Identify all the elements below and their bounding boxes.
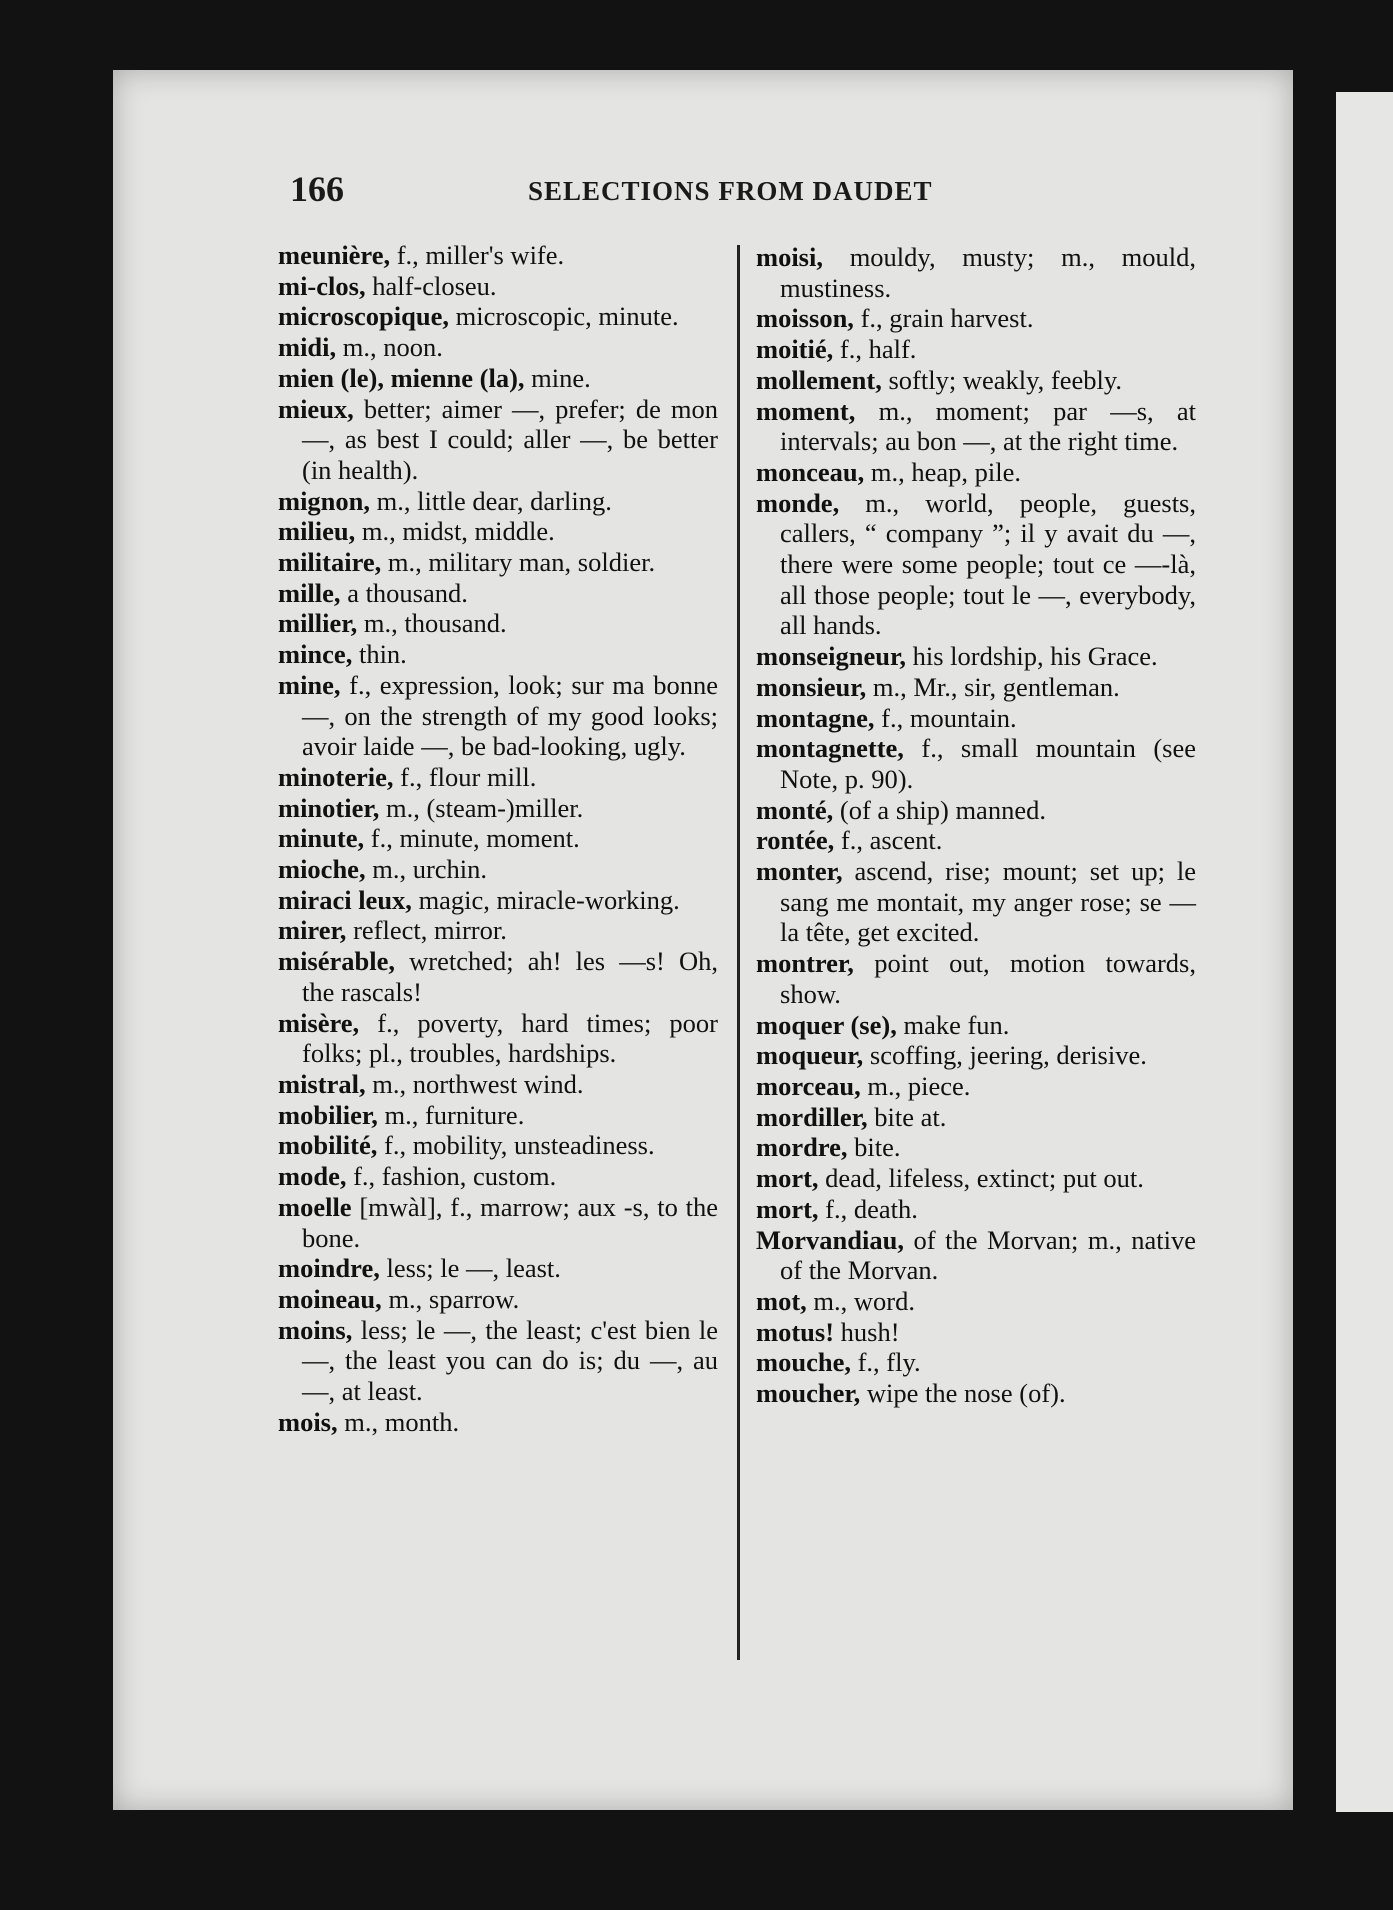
facing-page-edge — [1336, 92, 1393, 1812]
entry-definition: f., minute, moment. — [364, 823, 580, 854]
entry-definition: f., mountain. — [874, 702, 1017, 733]
entry-headword: mode, — [278, 1161, 347, 1192]
dictionary-entry — [278, 670, 718, 762]
dictionary-entry — [278, 363, 718, 394]
entry-definition: f., mobility, unsteadiness. — [377, 1130, 655, 1161]
entry-definition: wretched; ah! les —s! Oh, the rascals! — [302, 946, 718, 1007]
dictionary-entry — [278, 486, 718, 517]
dictionary-entry — [278, 332, 718, 363]
dictionary-entry — [278, 1161, 718, 1192]
entry-headword: monter, — [756, 856, 843, 887]
entry-headword: minute, — [278, 823, 365, 854]
entry-definition: m., furniture. — [377, 1099, 525, 1130]
entry-definition: a thousand. — [340, 577, 468, 608]
right-column — [756, 242, 1196, 1409]
dictionary-entry — [278, 578, 718, 609]
dictionary-entry — [278, 823, 718, 854]
dictionary-entry — [756, 1010, 1196, 1041]
entry-headword: montagnette, — [756, 733, 904, 764]
entry-definition: m., noon. — [336, 332, 443, 363]
entry-headword: misère, — [278, 1007, 360, 1038]
entry-headword: morceau, — [756, 1070, 861, 1101]
entry-headword: minotier, — [278, 792, 380, 823]
entry-headword: midi, — [278, 332, 337, 363]
entry-headword: monseigneur, — [756, 641, 906, 672]
dictionary-entry — [756, 672, 1196, 703]
dictionary-entry — [756, 948, 1196, 1009]
entry-definition: scoffing, jeering, derisive. — [863, 1040, 1147, 1071]
entry-headword: Morvandiau, — [756, 1224, 904, 1255]
entry-headword: mien (le), mienne (la), — [278, 362, 525, 393]
entry-headword: monceau, — [756, 456, 865, 487]
entry-definition: m., northwest wind. — [365, 1068, 584, 1099]
dictionary-entry — [756, 1163, 1196, 1194]
entry-definition: f., poverty, hard times; poor folks; pl., troubles, hardships. — [302, 1007, 718, 1069]
entry-headword: mordiller, — [756, 1101, 868, 1132]
dictionary-entry — [756, 242, 1196, 303]
entry-definition: dead, lifeless, extinct; put out. — [818, 1163, 1144, 1194]
entry-definition: m., (steam-)miller. — [379, 792, 584, 823]
page-header — [290, 168, 1030, 218]
entry-headword: moment, — [756, 395, 856, 426]
dictionary-entry — [756, 825, 1196, 856]
entry-definition: point out, motion towards, show. — [780, 948, 1196, 1009]
dictionary-entry — [278, 1130, 718, 1161]
entry-definition: of the Morvan; m., native of the Morvan. — [780, 1224, 1196, 1286]
entry-headword: moquer (se), — [756, 1009, 897, 1040]
dictionary-entry — [278, 1284, 718, 1315]
entry-headword: moqueur, — [756, 1040, 864, 1071]
entry-definition: bite. — [847, 1132, 901, 1163]
dictionary-entry — [278, 1008, 718, 1069]
entry-definition: m., sparrow. — [381, 1283, 520, 1314]
entry-headword: microscopique, — [278, 301, 450, 332]
dictionary-entry — [756, 1347, 1196, 1378]
entry-headword: mort, — [756, 1163, 819, 1194]
entry-headword: monté, — [756, 794, 834, 825]
dictionary-entry — [756, 1040, 1196, 1071]
dictionary-entry — [756, 1317, 1196, 1348]
dictionary-entry — [756, 1071, 1196, 1102]
entry-headword: moins, — [278, 1314, 353, 1345]
entry-headword: mort, — [756, 1193, 819, 1224]
dictionary-entry — [756, 303, 1196, 334]
entry-definition: m., piece. — [860, 1070, 971, 1101]
entry-definition: wipe the nose (of). — [860, 1378, 1066, 1409]
entry-definition: less; le —, the least; c'est bien le —, the least you can do is; du —, au —, at least. — [302, 1314, 718, 1407]
entry-headword: militaire, — [278, 547, 382, 578]
entry-headword: mince, — [278, 639, 353, 670]
entry-headword: moisson, — [756, 303, 854, 334]
dictionary-entry — [278, 1253, 718, 1284]
dictionary-entry — [278, 915, 718, 946]
entry-definition: softly; weakly, feebly. — [881, 364, 1122, 395]
entry-headword: mois, — [278, 1406, 338, 1437]
dictionary-entry — [756, 1102, 1196, 1133]
entry-headword: minoterie, — [278, 761, 394, 792]
dictionary-entry — [756, 457, 1196, 488]
entry-headword: mouche, — [756, 1347, 851, 1378]
entry-definition: his lordship, his Grace. — [905, 641, 1158, 672]
entry-definition: better; aimer —, prefer; de mon —, as best I could; aller —, be better (in health). — [302, 393, 718, 485]
entry-definition: [mwàl], f., marrow; aux -s, to the bone. — [302, 1191, 718, 1253]
entry-definition: m., moment; par —s, at intervals; au bon —, at the right time. — [780, 395, 1196, 457]
entry-headword: mobilité, — [278, 1130, 378, 1161]
entry-headword: milieu, — [278, 516, 356, 547]
entry-definition: f., flour mill. — [393, 761, 537, 792]
dictionary-entry — [278, 1100, 718, 1131]
entry-headword: mille, — [278, 577, 341, 608]
entry-headword: mobilier, — [278, 1099, 378, 1130]
entry-headword: mi-clos, — [278, 270, 366, 301]
dictionary-entry — [756, 733, 1196, 794]
dictionary-entry — [278, 793, 718, 824]
running-title: SELECTIONS FROM DAUDET — [528, 176, 933, 206]
dictionary-entry — [756, 856, 1196, 948]
entry-headword: mollement, — [756, 364, 882, 395]
entry-definition: bite at. — [867, 1101, 947, 1132]
entry-definition: m., month. — [337, 1406, 460, 1437]
entry-definition: mine. — [524, 362, 591, 393]
dictionary-entry — [756, 365, 1196, 396]
entry-headword: moitié, — [756, 334, 834, 365]
dictionary-entry — [756, 396, 1196, 457]
entry-headword: mignon, — [278, 485, 371, 516]
dictionary-entry — [756, 1194, 1196, 1225]
entry-definition: m., thousand. — [357, 608, 507, 639]
entry-definition: (of a ship) manned. — [833, 794, 1046, 825]
entry-definition: f., fashion, custom. — [346, 1161, 557, 1192]
page-number: 166 — [290, 169, 344, 209]
entry-headword: millier, — [278, 608, 358, 639]
dictionary-entry — [278, 301, 718, 332]
entry-definition: m., military man, soldier. — [381, 547, 656, 578]
dictionary-entry — [278, 547, 718, 578]
entry-headword: moelle — [278, 1191, 352, 1222]
entry-definition: mouldy, musty; m., mould, mustiness. — [780, 242, 1196, 303]
entry-definition: half-closeu. — [365, 270, 497, 301]
dictionary-entry — [756, 1225, 1196, 1286]
entry-headword: mordre, — [756, 1132, 848, 1163]
entry-headword: mot, — [756, 1285, 807, 1316]
entry-headword: montrer, — [756, 948, 854, 979]
entry-headword: motus! — [756, 1316, 835, 1347]
entry-definition: f., grain harvest. — [853, 303, 1034, 334]
entry-headword: mioche, — [278, 854, 366, 885]
dictionary-entry — [756, 641, 1196, 672]
entry-definition: hush! — [834, 1316, 900, 1347]
entry-definition: microscopic, minute. — [449, 301, 679, 332]
dictionary-entry — [278, 1407, 718, 1438]
entry-headword: moisi, — [756, 242, 823, 272]
entry-definition: m., heap, pile. — [864, 456, 1021, 487]
entry-headword: moindre, — [278, 1253, 380, 1284]
entry-headword: mine, — [278, 669, 341, 700]
dictionary-entry — [278, 885, 718, 916]
column-divider — [737, 245, 740, 1660]
entry-headword: rontée, — [756, 825, 835, 856]
dictionary-entry — [756, 1132, 1196, 1163]
dictionary-entry — [756, 795, 1196, 826]
entry-definition: m., little dear, darling. — [370, 485, 612, 516]
dictionary-entry — [278, 394, 718, 486]
entry-definition: m., word. — [806, 1285, 915, 1316]
entry-headword: mirer, — [278, 915, 347, 946]
entry-definition: f., fly. — [850, 1347, 921, 1378]
dictionary-entry — [756, 488, 1196, 642]
entry-definition: f., small mountain (see Note, p. 90). — [780, 733, 1196, 794]
dictionary-entry — [278, 1315, 718, 1407]
entry-headword: misérable, — [278, 946, 396, 977]
dictionary-entry — [756, 334, 1196, 365]
entry-definition: f., miller's wife. — [390, 240, 565, 270]
dictionary-entry — [278, 854, 718, 885]
entry-definition: reflect, mirror. — [346, 915, 507, 946]
entry-headword: meunière, — [278, 240, 391, 270]
entry-definition: make fun. — [896, 1009, 1010, 1040]
entry-definition: f., death. — [818, 1193, 918, 1224]
dictionary-entry — [278, 271, 718, 302]
entry-definition: less; le —, least. — [379, 1253, 561, 1284]
entry-headword: monde, — [756, 487, 840, 518]
dictionary-entry — [278, 1192, 718, 1253]
entry-headword: moucher, — [756, 1378, 861, 1409]
entry-definition: f., expression, look; sur ma bonne —, on the strength of my good looks; avoir laide —, be bad-looking, ugly. — [302, 669, 718, 762]
entry-definition: f., half. — [833, 334, 917, 365]
dictionary-entry — [278, 608, 718, 639]
dictionary-entry — [756, 1378, 1196, 1409]
dictionary-entry — [756, 703, 1196, 734]
dictionary-entry — [278, 762, 718, 793]
entry-headword: miraci leux, — [278, 884, 412, 915]
dictionary-entry — [756, 1286, 1196, 1317]
dictionary-entry — [278, 516, 718, 547]
entry-headword: monsieur, — [756, 671, 867, 702]
entry-headword: mistral, — [278, 1068, 366, 1099]
dictionary-entry — [278, 946, 718, 1007]
entry-definition: m., world, people, guests, callers, “ company ”; il y avait du —, there were some people; tout ce —-là, all those people; tout le —, everybody, all hands. — [780, 487, 1196, 641]
left-column — [278, 240, 718, 1437]
dictionary-entry — [278, 240, 718, 271]
entry-headword: montagne, — [756, 702, 875, 733]
entry-definition: m., midst, middle. — [355, 516, 555, 547]
entry-headword: mieux, — [278, 393, 354, 424]
entry-headword: moineau, — [278, 1283, 382, 1314]
entry-definition: thin. — [352, 639, 407, 670]
dictionary-entry — [278, 1069, 718, 1100]
entry-definition: m., urchin. — [365, 854, 488, 885]
dictionary-entry — [278, 639, 718, 670]
entry-definition: m., Mr., sir, gentleman. — [866, 671, 1120, 702]
entry-definition: f., ascent. — [834, 825, 943, 856]
entry-definition: ascend, rise; mount; set up; le sang me montait, my anger rose; se — la tête, get excited. — [780, 856, 1196, 948]
entry-definition: magic, miracle-working. — [411, 884, 680, 915]
